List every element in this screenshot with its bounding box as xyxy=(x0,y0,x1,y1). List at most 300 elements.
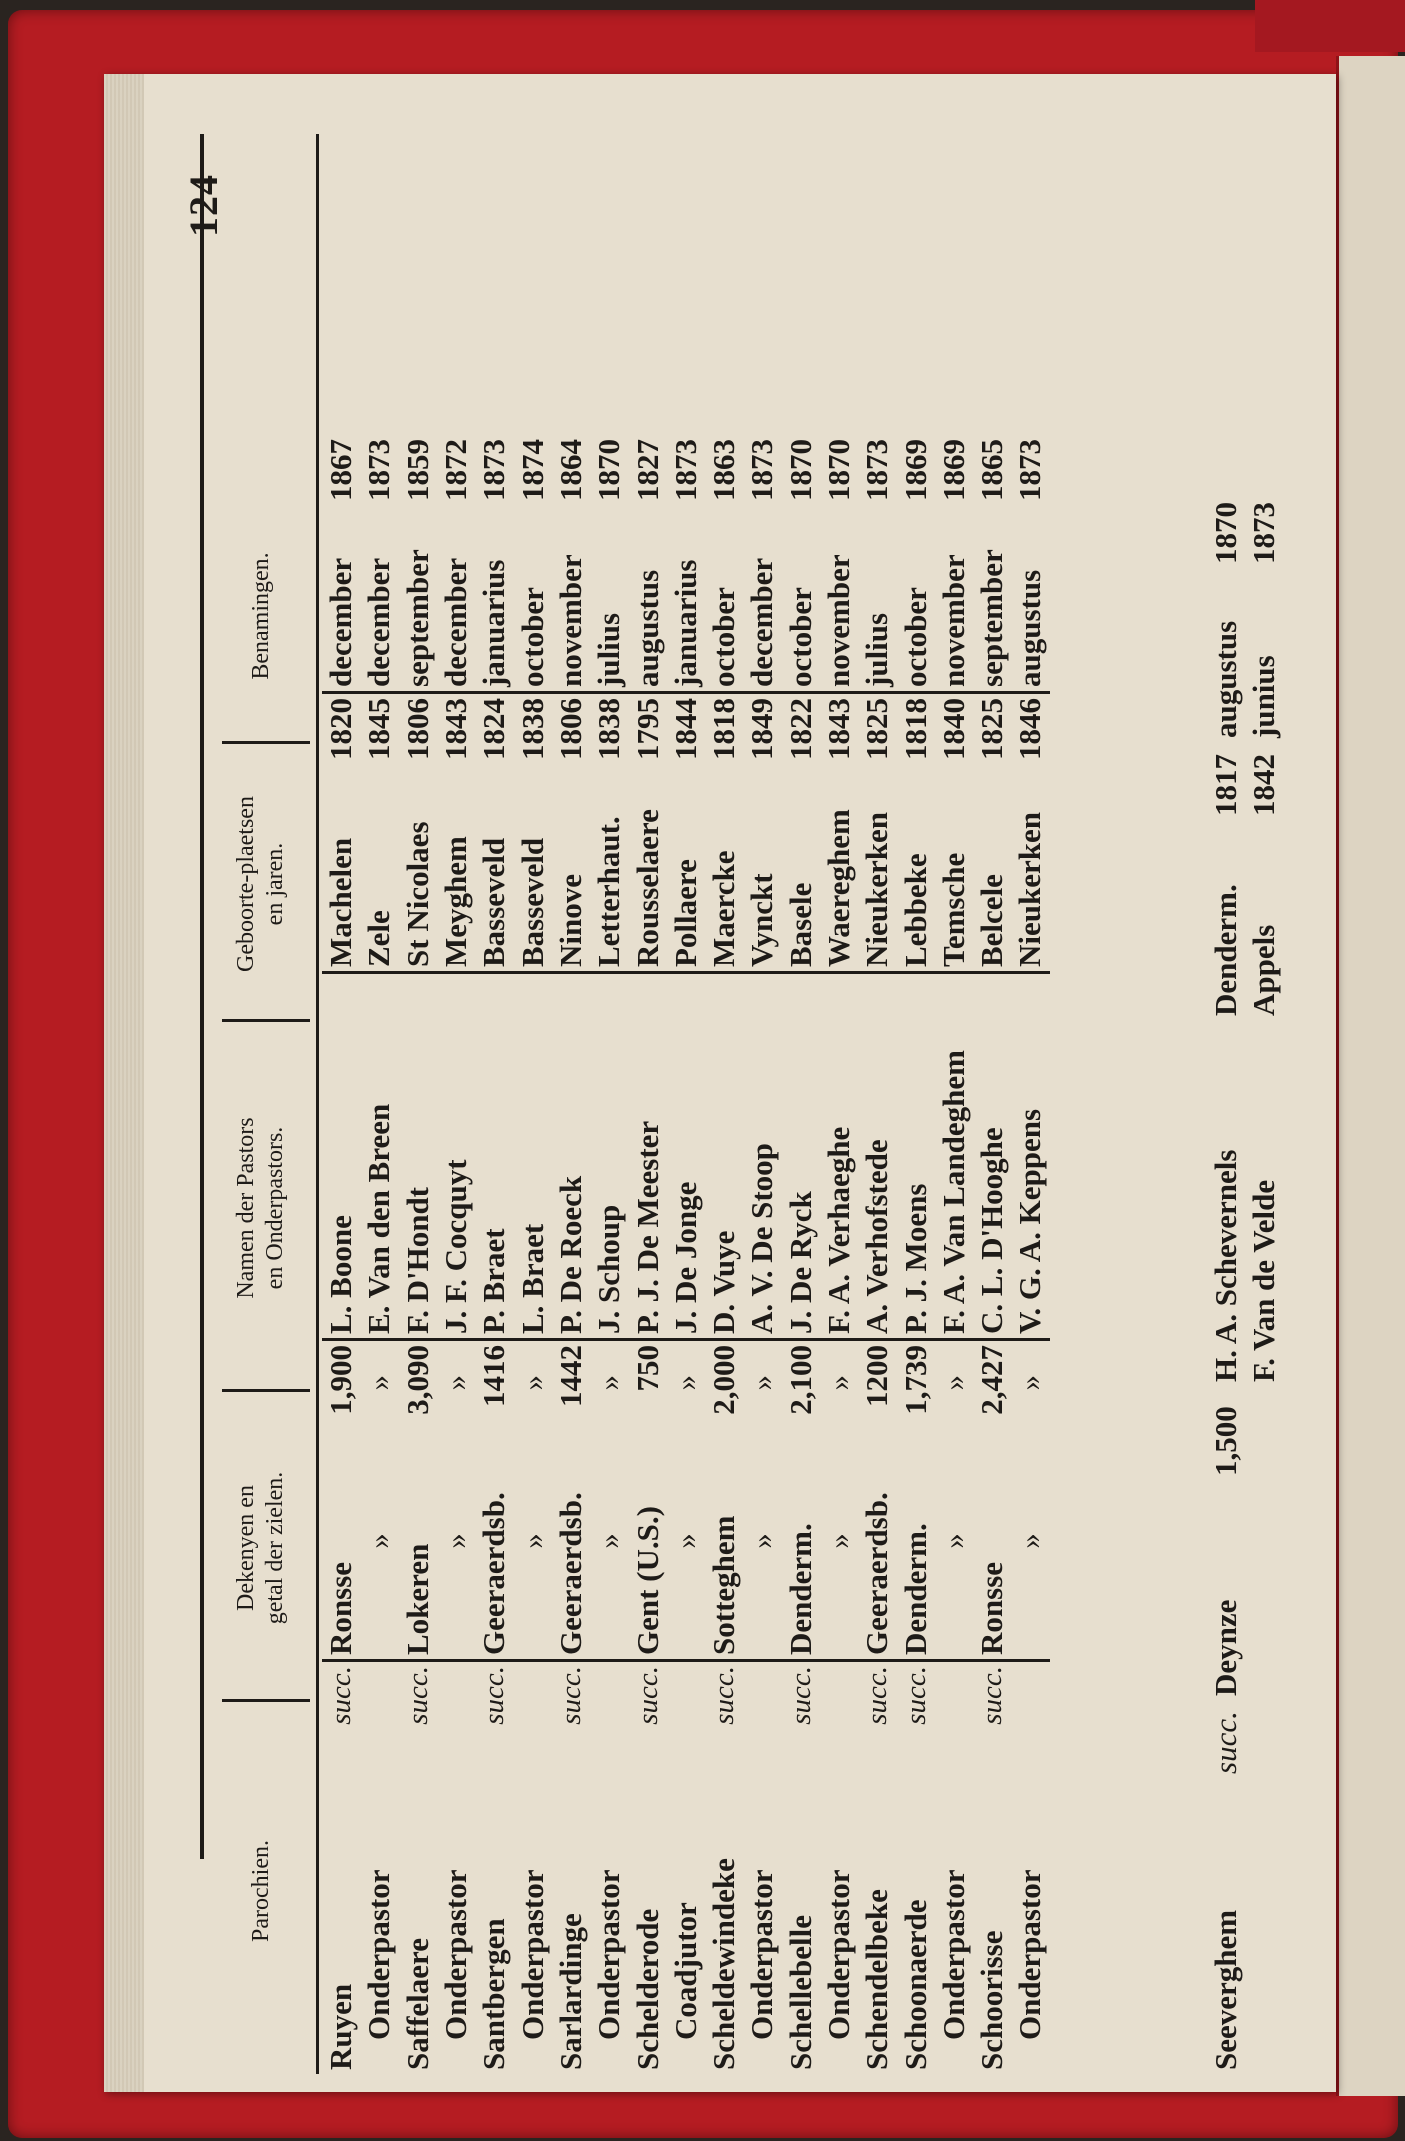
cell-parochie-text: Ruyen xyxy=(323,1983,359,2070)
cell-plaats xyxy=(1011,766,1049,973)
cell-naam-text: A. Verhofstede xyxy=(859,1139,895,1334)
cell-naam xyxy=(973,973,1011,1340)
cell-benamingsjaar-text: 1867 xyxy=(323,439,359,501)
cell-maand-text: november xyxy=(821,554,856,687)
cell-benamingsjaar xyxy=(590,435,628,513)
cell-zielen xyxy=(552,1340,590,1424)
cell-geboortejaar-text: 1843 xyxy=(438,698,474,760)
cell-parochie-text: Onderpastor xyxy=(1012,1869,1048,2040)
cell-succ xyxy=(628,1661,666,1746)
cell-naam-text: P. De Roeck xyxy=(552,1175,588,1334)
header-dekenyen xyxy=(212,1398,310,1698)
cell-dekenij xyxy=(743,1423,781,1661)
cell-parochie-text: Onderpastor xyxy=(438,1869,474,2040)
cell-maand xyxy=(322,513,360,693)
cell-plaats-text: Waereghem xyxy=(821,809,856,967)
cell-succ-text: succ. xyxy=(976,1666,1009,1725)
cell-zielen-text: » xyxy=(591,1375,627,1391)
cell-parochie xyxy=(743,1745,781,2074)
cell-succ xyxy=(590,1661,628,1746)
cell-geboortejaar-text: 1845 xyxy=(361,698,397,760)
cell-parochie xyxy=(782,1745,820,2074)
cell-zielen-text: » xyxy=(667,1375,703,1391)
cell-maand xyxy=(475,513,513,693)
cell-dekenij xyxy=(552,1423,590,1661)
cell-parochie-text: Santbergen xyxy=(476,1918,512,2070)
cell-naam xyxy=(743,973,781,1340)
cell-maand xyxy=(590,513,628,693)
table-row xyxy=(782,435,820,2074)
cell-naam xyxy=(935,973,973,1340)
cell-benamingsjaar xyxy=(360,435,398,513)
cell-dekenij xyxy=(973,1423,1011,1661)
cell-benamingsjaar xyxy=(399,435,437,513)
cell-plaats xyxy=(896,766,934,973)
cell-dekenij-text: Sotteghem xyxy=(706,1515,742,1655)
cell-parochie-text: Scheldewindeke xyxy=(706,1858,742,2070)
cell-geboortejaar xyxy=(973,693,1011,767)
cell-plaats-text: Lebbeke xyxy=(897,853,933,967)
header-parochien xyxy=(212,1708,310,2074)
cell-dekenij xyxy=(896,1423,934,1661)
header-dekenyen-line1: Dekenyen en xyxy=(233,1485,260,1611)
cell-plaats xyxy=(705,766,743,973)
cell-dekenij xyxy=(1011,1423,1049,1661)
cell-parochie xyxy=(858,1745,896,2074)
cell-maand-text: october xyxy=(897,587,933,687)
cell-geboortejaar-text: 1844 xyxy=(667,698,703,760)
cell-maand xyxy=(820,513,858,693)
cell-dekenij: Deynze xyxy=(1208,1599,1243,1696)
cell-maand xyxy=(935,513,973,693)
cell-benamingsjaar xyxy=(322,435,360,513)
cell-geboortejaar-text: 1818 xyxy=(897,698,933,760)
cell-zielen xyxy=(820,1340,858,1424)
cell-parochie xyxy=(513,1745,551,2074)
cell-maand-text: december xyxy=(744,557,780,687)
cell-dekenij-text: » xyxy=(438,1533,474,1549)
table-row xyxy=(437,435,475,2074)
cell-benamingsjaar xyxy=(667,435,705,513)
cell-benamingsjaar-text: 1873 xyxy=(667,439,703,501)
cell-naam xyxy=(858,973,896,1340)
cell-benamingsjaar-text: 1827 xyxy=(629,439,665,501)
cell-succ-text: succ. xyxy=(325,1666,358,1725)
cell-succ-text: succ. xyxy=(554,1666,587,1725)
cell-plaats-text: Rousselaere xyxy=(629,809,665,967)
cell-dekenij xyxy=(322,1423,360,1661)
cell-zielen xyxy=(705,1340,743,1424)
cell-maand xyxy=(782,513,820,693)
top-rule xyxy=(200,134,204,1859)
cell-dekenij-text: Ronsse xyxy=(323,1561,359,1655)
cell-dekenij xyxy=(667,1423,705,1661)
cell-zielen xyxy=(322,1340,360,1424)
cell-maand xyxy=(1011,513,1049,693)
cell-zielen-text: 2,427 xyxy=(974,1345,1010,1415)
cell-benamingsjaar-text: 1869 xyxy=(897,439,933,501)
cell-maand-text: november xyxy=(935,554,971,687)
header-divider xyxy=(222,1019,310,1022)
cell-plaats: Denderm. xyxy=(1208,884,1243,1016)
table-row xyxy=(513,435,551,2074)
cell-parochie xyxy=(360,1745,398,2074)
cell-succ xyxy=(475,1661,513,1746)
cell-maand-text: december xyxy=(361,557,397,687)
cell-benamingsjaar-text: 1869 xyxy=(935,439,971,501)
cell-zielen-text: » xyxy=(361,1375,397,1391)
header-geboorte-line2: en jaren. xyxy=(262,842,288,926)
cell-zielen xyxy=(858,1340,896,1424)
cell-naam xyxy=(552,973,590,1340)
cell-naam-text: J. De Jonge xyxy=(667,1181,703,1334)
cell-succ xyxy=(360,1661,398,1746)
cell-maand xyxy=(743,513,781,693)
cell-geboortejaar xyxy=(360,693,398,767)
cell-succ xyxy=(782,1661,820,1746)
cell-dekenij xyxy=(437,1423,475,1661)
cell-maand xyxy=(360,513,398,693)
cell-geboortejaar xyxy=(896,693,934,767)
cell-succ: succ. xyxy=(1208,1711,1243,1774)
cell-parochie xyxy=(399,1745,437,2074)
cell-zielen-text: 1200 xyxy=(859,1345,895,1407)
cell-geboortejaar-text: 1846 xyxy=(1012,698,1048,760)
cell-dekenij-text: Denderm. xyxy=(782,1523,818,1655)
table-row xyxy=(1011,435,1049,2074)
cell-naam-text: F. A. Van Landeghem xyxy=(935,1050,971,1334)
cell-plaats-text: Temsche xyxy=(935,852,971,967)
cell-naam-text: A. V. De Stoop xyxy=(744,1143,780,1334)
header-benamingen-text: Benamingen. xyxy=(247,552,274,680)
cell-parochie: Seeverghem xyxy=(1208,1909,1243,2070)
cell-plaats-text: Basseveld xyxy=(514,837,550,967)
header-geboorte-line1: Geboorte-plaetsen xyxy=(233,796,260,972)
cell-maand xyxy=(705,513,743,693)
cell-dekenij xyxy=(782,1423,820,1661)
cell-maand xyxy=(399,513,437,693)
header-namen-line1: Namen der Pastors xyxy=(233,1117,260,1299)
cell-naam-text: P. J. Moens xyxy=(897,1183,933,1334)
table-row xyxy=(475,435,513,2074)
cell-parochie xyxy=(667,1745,705,2074)
cell-benamingsjaar xyxy=(820,435,858,513)
cell-succ xyxy=(322,1661,360,1746)
cell-maand-text: augustus xyxy=(1012,569,1048,687)
cell-benamingsjaar-text: 1873 xyxy=(476,439,512,501)
cell-parochie-text: Onderpastor xyxy=(935,1869,971,2040)
cell-dekenij xyxy=(590,1423,628,1661)
cell-succ-text: succ. xyxy=(784,1666,817,1725)
cell-benamingsjaar xyxy=(782,435,820,513)
cell-benamingsjaar: 1870 xyxy=(1208,502,1243,564)
cell-plaats xyxy=(820,766,858,973)
cell-dekenij xyxy=(820,1423,858,1661)
cell-plaats xyxy=(973,766,1011,973)
cell-parochie-text: Schendelbeke xyxy=(859,1889,895,2070)
cell-naam-text: F. A. Verhaeghe xyxy=(821,1126,856,1334)
cell-zielen xyxy=(399,1340,437,1424)
cell-benamingsjaar xyxy=(475,435,513,513)
cell-plaats xyxy=(552,766,590,973)
adjacent-page xyxy=(1336,56,1405,2096)
cell-benamingsjaar xyxy=(1011,435,1049,513)
cell-benamingsjaar-text: 1873 xyxy=(744,439,780,501)
table-row xyxy=(973,435,1011,2074)
table-row xyxy=(360,435,398,2074)
cell-parochie-text: Onderpastor xyxy=(361,1869,397,2040)
cell-benamingsjaar xyxy=(552,435,590,513)
cell-geboortejaar xyxy=(667,693,705,767)
cell-parochie-text: Onderpastor xyxy=(744,1869,780,2040)
table-row xyxy=(322,435,360,2074)
header-namen xyxy=(212,1028,310,1388)
cell-maand xyxy=(437,513,475,693)
header-geboorte xyxy=(212,750,310,1018)
header-namen-line2: en Onderpastors. xyxy=(262,1126,288,1290)
cell-dekenij xyxy=(360,1423,398,1661)
cell-plaats xyxy=(935,766,973,973)
cell-maand xyxy=(973,513,1011,693)
cell-plaats-text: Letterhaut. xyxy=(591,816,627,967)
cell-parochie-text: Sarlardinge xyxy=(552,1913,588,2070)
cell-geboortejaar xyxy=(399,693,437,767)
cell-naam-text: P. J. De Meester xyxy=(629,1120,665,1334)
cell-maand-text: october xyxy=(514,587,550,687)
cell-maand-text: december xyxy=(438,557,474,687)
cell-dekenij-text: Geeraerdsb. xyxy=(859,1492,895,1655)
cell-zielen xyxy=(628,1340,666,1424)
cell-naam xyxy=(590,973,628,1340)
cell-maand: junius xyxy=(1246,655,1281,738)
table-row xyxy=(743,435,781,2074)
header-parochien-text: Parochien. xyxy=(247,1840,274,1942)
cell-geboortejaar xyxy=(590,693,628,767)
cell-parochie xyxy=(322,1745,360,2074)
cell-naam xyxy=(475,973,513,1340)
cell-zielen xyxy=(1011,1340,1049,1424)
cell-benamingsjaar-text: 1870 xyxy=(591,439,627,501)
cell-dekenij-text: » xyxy=(744,1533,780,1549)
cell-naam-text: L. Braet xyxy=(514,1223,550,1334)
cell-maand xyxy=(667,513,705,693)
table-row xyxy=(858,435,896,2074)
cell-parochie-text: Onderpastor xyxy=(821,1869,856,2040)
cell-dekenij xyxy=(628,1423,666,1661)
cell-plaats xyxy=(360,766,398,973)
cell-benamingsjaar xyxy=(743,435,781,513)
cell-plaats xyxy=(667,766,705,973)
cell-plaats-text: St Nicolaes xyxy=(399,821,435,967)
cell-dekenij-text: Geeraerdsb. xyxy=(552,1492,588,1655)
cell-naam-text: D. Vuye xyxy=(706,1230,742,1334)
cell-naam xyxy=(399,973,437,1340)
cell-geboortejaar xyxy=(743,693,781,767)
cell-dekenij-text: » xyxy=(591,1533,627,1549)
cell-geboortejaar-text: 1840 xyxy=(935,698,971,760)
cell-naam-text: E. Van den Breen xyxy=(361,1103,397,1334)
cell-geboortejaar-text: 1843 xyxy=(821,698,856,760)
cell-plaats-text: Ninove xyxy=(552,874,588,967)
cell-succ xyxy=(743,1661,781,1746)
cell-naam xyxy=(322,973,360,1340)
cell-succ xyxy=(399,1661,437,1746)
table-row xyxy=(590,435,628,2074)
cell-geboortejaar: 1817 xyxy=(1208,754,1243,816)
cell-geboortejaar-text: 1818 xyxy=(706,698,742,760)
cell-zielen-text: » xyxy=(514,1375,550,1391)
cell-benamingsjaar xyxy=(858,435,896,513)
cell-plaats-text: Nieukerken xyxy=(859,812,895,967)
cell-zielen xyxy=(360,1340,398,1424)
cell-maand xyxy=(858,513,896,693)
cell-maand xyxy=(513,513,551,693)
cell-naam-text: J. De Ryck xyxy=(782,1191,818,1334)
cell-plaats-text: Zele xyxy=(361,910,397,967)
cell-geboortejaar: 1842 xyxy=(1246,754,1281,816)
cell-plaats xyxy=(590,766,628,973)
cell-zielen-text: 1442 xyxy=(552,1345,588,1407)
cell-plaats xyxy=(475,766,513,973)
cell-dekenij-text: Ronsse xyxy=(974,1561,1010,1655)
cell-naam-text: L. Boone xyxy=(323,1215,359,1334)
cell-geboortejaar xyxy=(935,693,973,767)
cell-benamingsjaar xyxy=(973,435,1011,513)
header-divider xyxy=(222,741,310,744)
cell-naam xyxy=(896,973,934,1340)
cell-maand-text: augustus xyxy=(629,569,665,687)
cell-maand: augustus xyxy=(1208,620,1243,738)
cell-dekenij-text: Denderm. xyxy=(897,1523,933,1655)
register-table xyxy=(322,435,1050,2074)
cell-zielen-text: » xyxy=(744,1375,780,1391)
cell-succ xyxy=(437,1661,475,1746)
header-divider xyxy=(222,1389,310,1392)
cell-benamingsjaar: 1873 xyxy=(1246,502,1281,564)
cell-parochie-text: Onderpastor xyxy=(591,1869,627,2040)
cell-plaats xyxy=(858,766,896,973)
cell-zielen xyxy=(743,1340,781,1424)
cell-parochie-text: Schellebelle xyxy=(782,1915,818,2070)
cell-naam: F. Van de Velde xyxy=(1246,1179,1281,1382)
cell-geboortejaar xyxy=(820,693,858,767)
cell-maand-text: september xyxy=(974,549,1010,687)
cell-parochie-text: Schelderode xyxy=(629,1908,665,2070)
cell-maand-text: december xyxy=(323,557,359,687)
cell-benamingsjaar-text: 1859 xyxy=(399,439,435,501)
cell-zielen-text: 750 xyxy=(629,1345,665,1392)
cell-benamingsjaar xyxy=(705,435,743,513)
table-row xyxy=(399,435,437,2074)
cell-succ xyxy=(935,1661,973,1746)
book-spine xyxy=(1255,0,1405,52)
cell-dekenij-text: Gent (U.S.) xyxy=(629,1506,665,1655)
cell-plaats: Appels xyxy=(1246,924,1281,1016)
header-dekenyen-line2: getal der zielen. xyxy=(262,1471,288,1625)
cell-plaats xyxy=(322,766,360,973)
cell-dekenij-text: » xyxy=(514,1533,550,1549)
cell-geboortejaar xyxy=(475,693,513,767)
cell-maand-text: januarius xyxy=(667,559,703,687)
cell-zielen xyxy=(782,1340,820,1424)
cell-geboortejaar-text: 1825 xyxy=(974,698,1010,760)
cell-succ xyxy=(667,1661,705,1746)
cell-zielen-text: 1416 xyxy=(476,1345,512,1407)
cell-zielen-text: » xyxy=(438,1375,474,1391)
cell-zielen-text: 1,900 xyxy=(323,1345,359,1415)
cell-parochie xyxy=(935,1745,973,2074)
cell-dekenij xyxy=(475,1423,513,1661)
cell-parochie xyxy=(820,1745,858,2074)
cell-succ xyxy=(858,1661,896,1746)
cell-parochie xyxy=(1011,1745,1049,2074)
cell-dekenij-text: » xyxy=(667,1533,703,1549)
cell-naam-text: F. D'Hondt xyxy=(399,1186,435,1334)
cell-naam xyxy=(667,973,705,1340)
cell-maand-text: november xyxy=(552,554,588,687)
cell-dekenij-text: » xyxy=(1012,1533,1048,1549)
cell-benamingsjaar xyxy=(896,435,934,513)
cell-benamingsjaar xyxy=(437,435,475,513)
cell-parochie-text: Saffelaere xyxy=(399,1938,435,2070)
cell-maand xyxy=(628,513,666,693)
table-row xyxy=(896,435,934,2074)
cell-zielen xyxy=(667,1340,705,1424)
cell-benamingsjaar-text: 1870 xyxy=(821,439,856,501)
cell-succ-text: succ. xyxy=(708,1666,741,1725)
cell-succ-text: succ. xyxy=(631,1666,664,1725)
cell-succ-text: succ. xyxy=(861,1666,894,1725)
cell-benamingsjaar-text: 1870 xyxy=(782,439,818,501)
cell-plaats-text: Machelen xyxy=(323,837,359,967)
cell-dekenij xyxy=(858,1423,896,1661)
cell-plaats-text: Maercke xyxy=(706,850,742,967)
cell-zielen-text: 3,090 xyxy=(399,1345,435,1415)
cell-zielen-text: 2,100 xyxy=(782,1345,818,1415)
table-row xyxy=(667,435,705,2074)
cell-naam-text: C. L. D'Hooghe xyxy=(974,1127,1010,1334)
cell-plaats xyxy=(437,766,475,973)
cell-plaats-text: Vynckt xyxy=(744,873,780,967)
cell-succ xyxy=(973,1661,1011,1746)
cell-succ xyxy=(513,1661,551,1746)
table-header xyxy=(212,134,310,2074)
cell-succ xyxy=(896,1661,934,1746)
cell-plaats xyxy=(628,766,666,973)
cell-dekenij xyxy=(705,1423,743,1661)
cell-geboortejaar xyxy=(858,693,896,767)
cell-zielen xyxy=(590,1340,628,1424)
cell-plaats xyxy=(513,766,551,973)
cell-naam xyxy=(628,973,666,1340)
cell-geboortejaar xyxy=(1011,693,1049,767)
cell-parochie-text: Schoonaerde xyxy=(897,1899,933,2070)
cell-benamingsjaar xyxy=(628,435,666,513)
header-benamingen xyxy=(212,492,310,740)
cell-maand-text: julius xyxy=(591,612,627,687)
cell-maand-text: julius xyxy=(859,612,895,687)
cell-geboortejaar xyxy=(437,693,475,767)
cell-parochie-text: Schoorisse xyxy=(974,1930,1010,2070)
cell-geboortejaar-text: 1795 xyxy=(629,698,665,760)
cell-plaats-text: Belcele xyxy=(974,874,1010,967)
cell-zielen xyxy=(973,1340,1011,1424)
cell-plaats-text: Basseveld xyxy=(476,837,512,967)
cell-plaats-text: Pollaere xyxy=(667,859,703,967)
page-edges xyxy=(104,74,144,2092)
page-number: 124 xyxy=(181,174,226,237)
cell-geboortejaar xyxy=(552,693,590,767)
